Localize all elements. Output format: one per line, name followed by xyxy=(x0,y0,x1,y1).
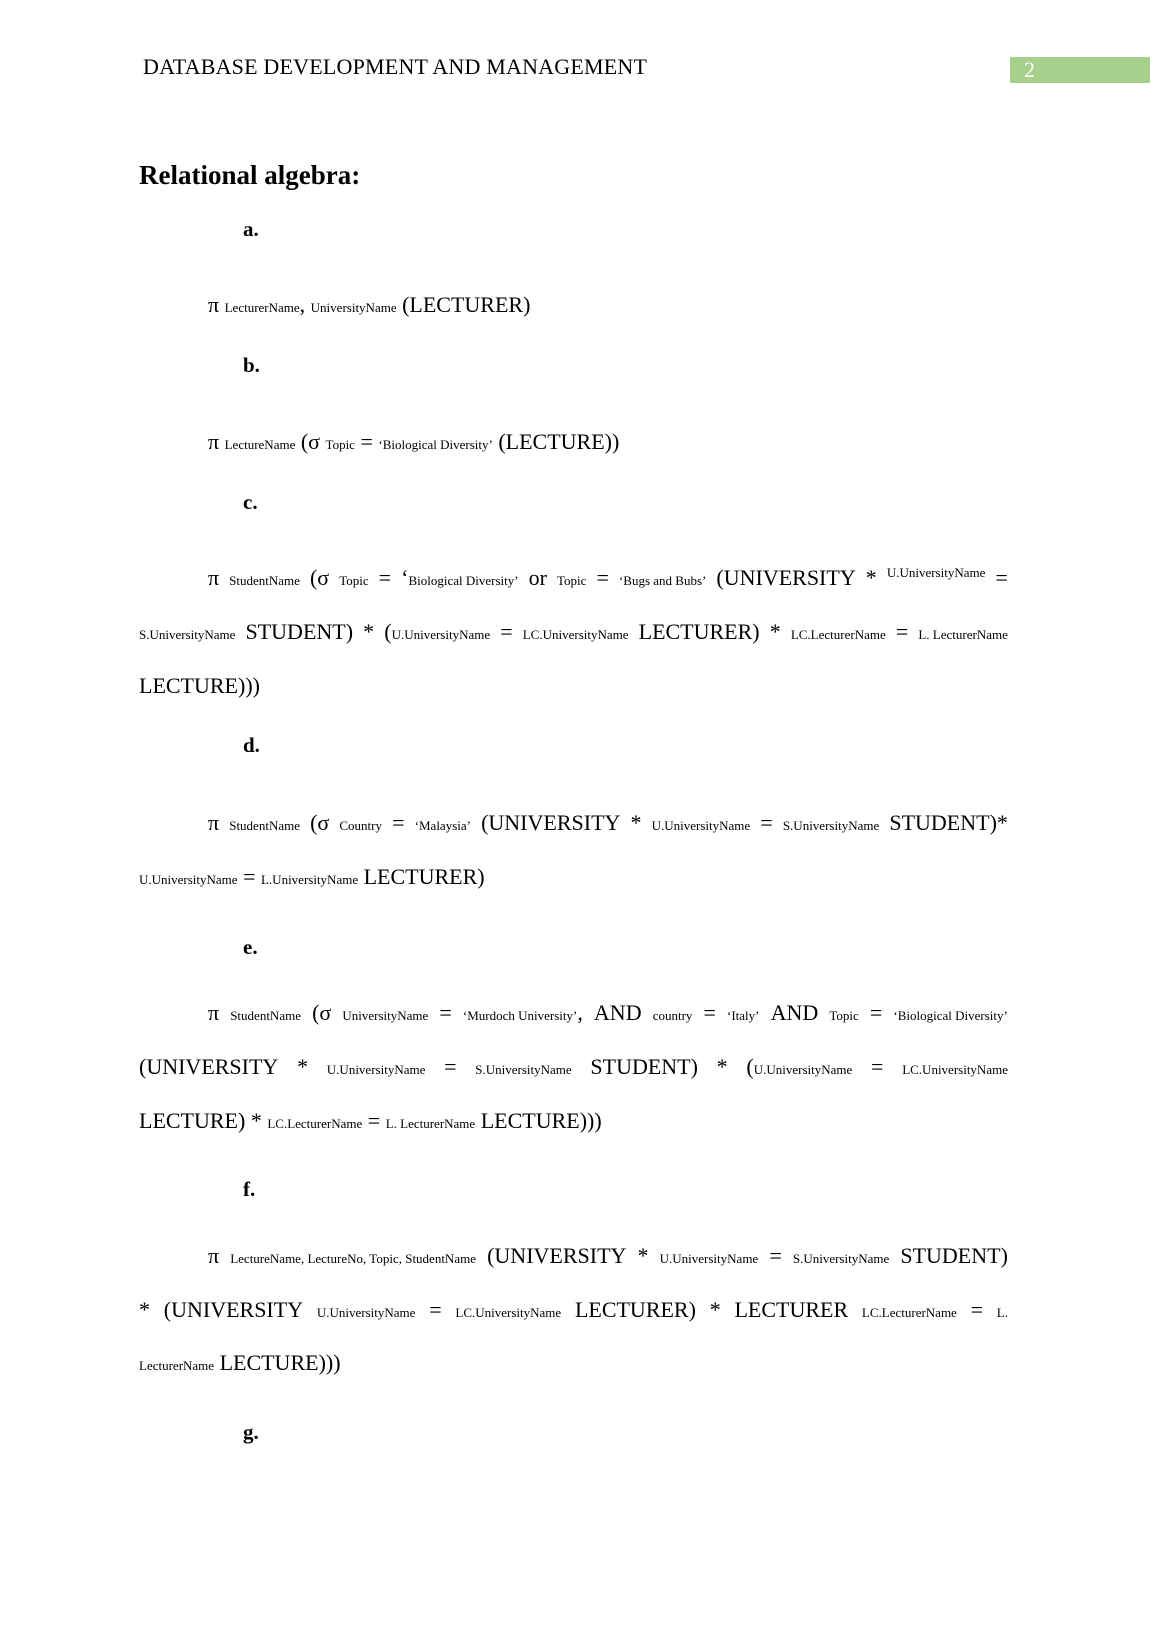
expression-e-line-3: LECTURE) * LC.LecturerName = L. LecturerName LECTURE))) xyxy=(139,1108,602,1133)
item-label-a: a. xyxy=(243,217,259,241)
pi-symbol: π xyxy=(208,429,220,454)
expression-e-line-1: π StudentName (σ UniversityName = ‘Murdoch University’, AND country = ‘Italy’ AND Topic = ‘Biological Diversity’ xyxy=(208,1000,1008,1025)
item-label-e: e. xyxy=(243,935,258,959)
expression-c-line-3: LECTURE))) xyxy=(139,673,260,698)
expression-a: π LecturerName, UniversityName (LECTURER) xyxy=(208,292,531,317)
item-label-g: g. xyxy=(243,1420,259,1444)
expression-d-line-1: π StudentName (σ Country = ‘Malaysia’ (UNIVERSITY * U.UniversityName = S.UniversityName STUDENT)* xyxy=(208,810,1008,835)
expression-c-line-1: π StudentName (σ Topic = ‘Biological Diversity’ or Topic = ‘Bugs and Bubs’ (UNIVERSITY * U.UniversityName = xyxy=(208,565,1008,590)
header-title: DATABASE DEVELOPMENT AND MANAGEMENT xyxy=(143,54,648,79)
expression-f-line-1: π LectureName, LectureNo, Topic, StudentName (UNIVERSITY * U.UniversityName = S.UniversityName STUDENT) xyxy=(208,1243,1008,1268)
expression-d-line-2: U.UniversityName = L.UniversityName LECTURER) xyxy=(139,864,485,889)
page-number: 2 xyxy=(1010,57,1150,83)
expression-f-line-3: LecturerName LECTURE))) xyxy=(139,1350,341,1375)
pi-symbol: π xyxy=(208,292,220,317)
sigma-symbol: σ xyxy=(308,429,321,454)
expression-b: π LectureName (σ Topic = ‘Biological Diversity’ (LECTURE)) xyxy=(208,429,620,454)
item-label-c: c. xyxy=(243,490,258,514)
item-label-d: d. xyxy=(243,733,260,757)
item-label-b: b. xyxy=(243,353,260,377)
section-heading: Relational algebra: xyxy=(139,160,361,190)
expression-f-line-2: * (UNIVERSITY U.UniversityName = LC.UniversityName LECTURER) * LECTURER LC.LecturerName = L. xyxy=(139,1297,1008,1322)
expression-e-line-2: (UNIVERSITY * U.UniversityName = S.UniversityName STUDENT) * (U.UniversityName = LC.UniversityName xyxy=(139,1054,1008,1079)
expression-c-line-2: S.UniversityName STUDENT) * (U.UniversityName = LC.UniversityName LECTURER) * LC.LecturerName = L. LecturerName xyxy=(139,619,1008,644)
item-label-f: f. xyxy=(243,1177,256,1201)
